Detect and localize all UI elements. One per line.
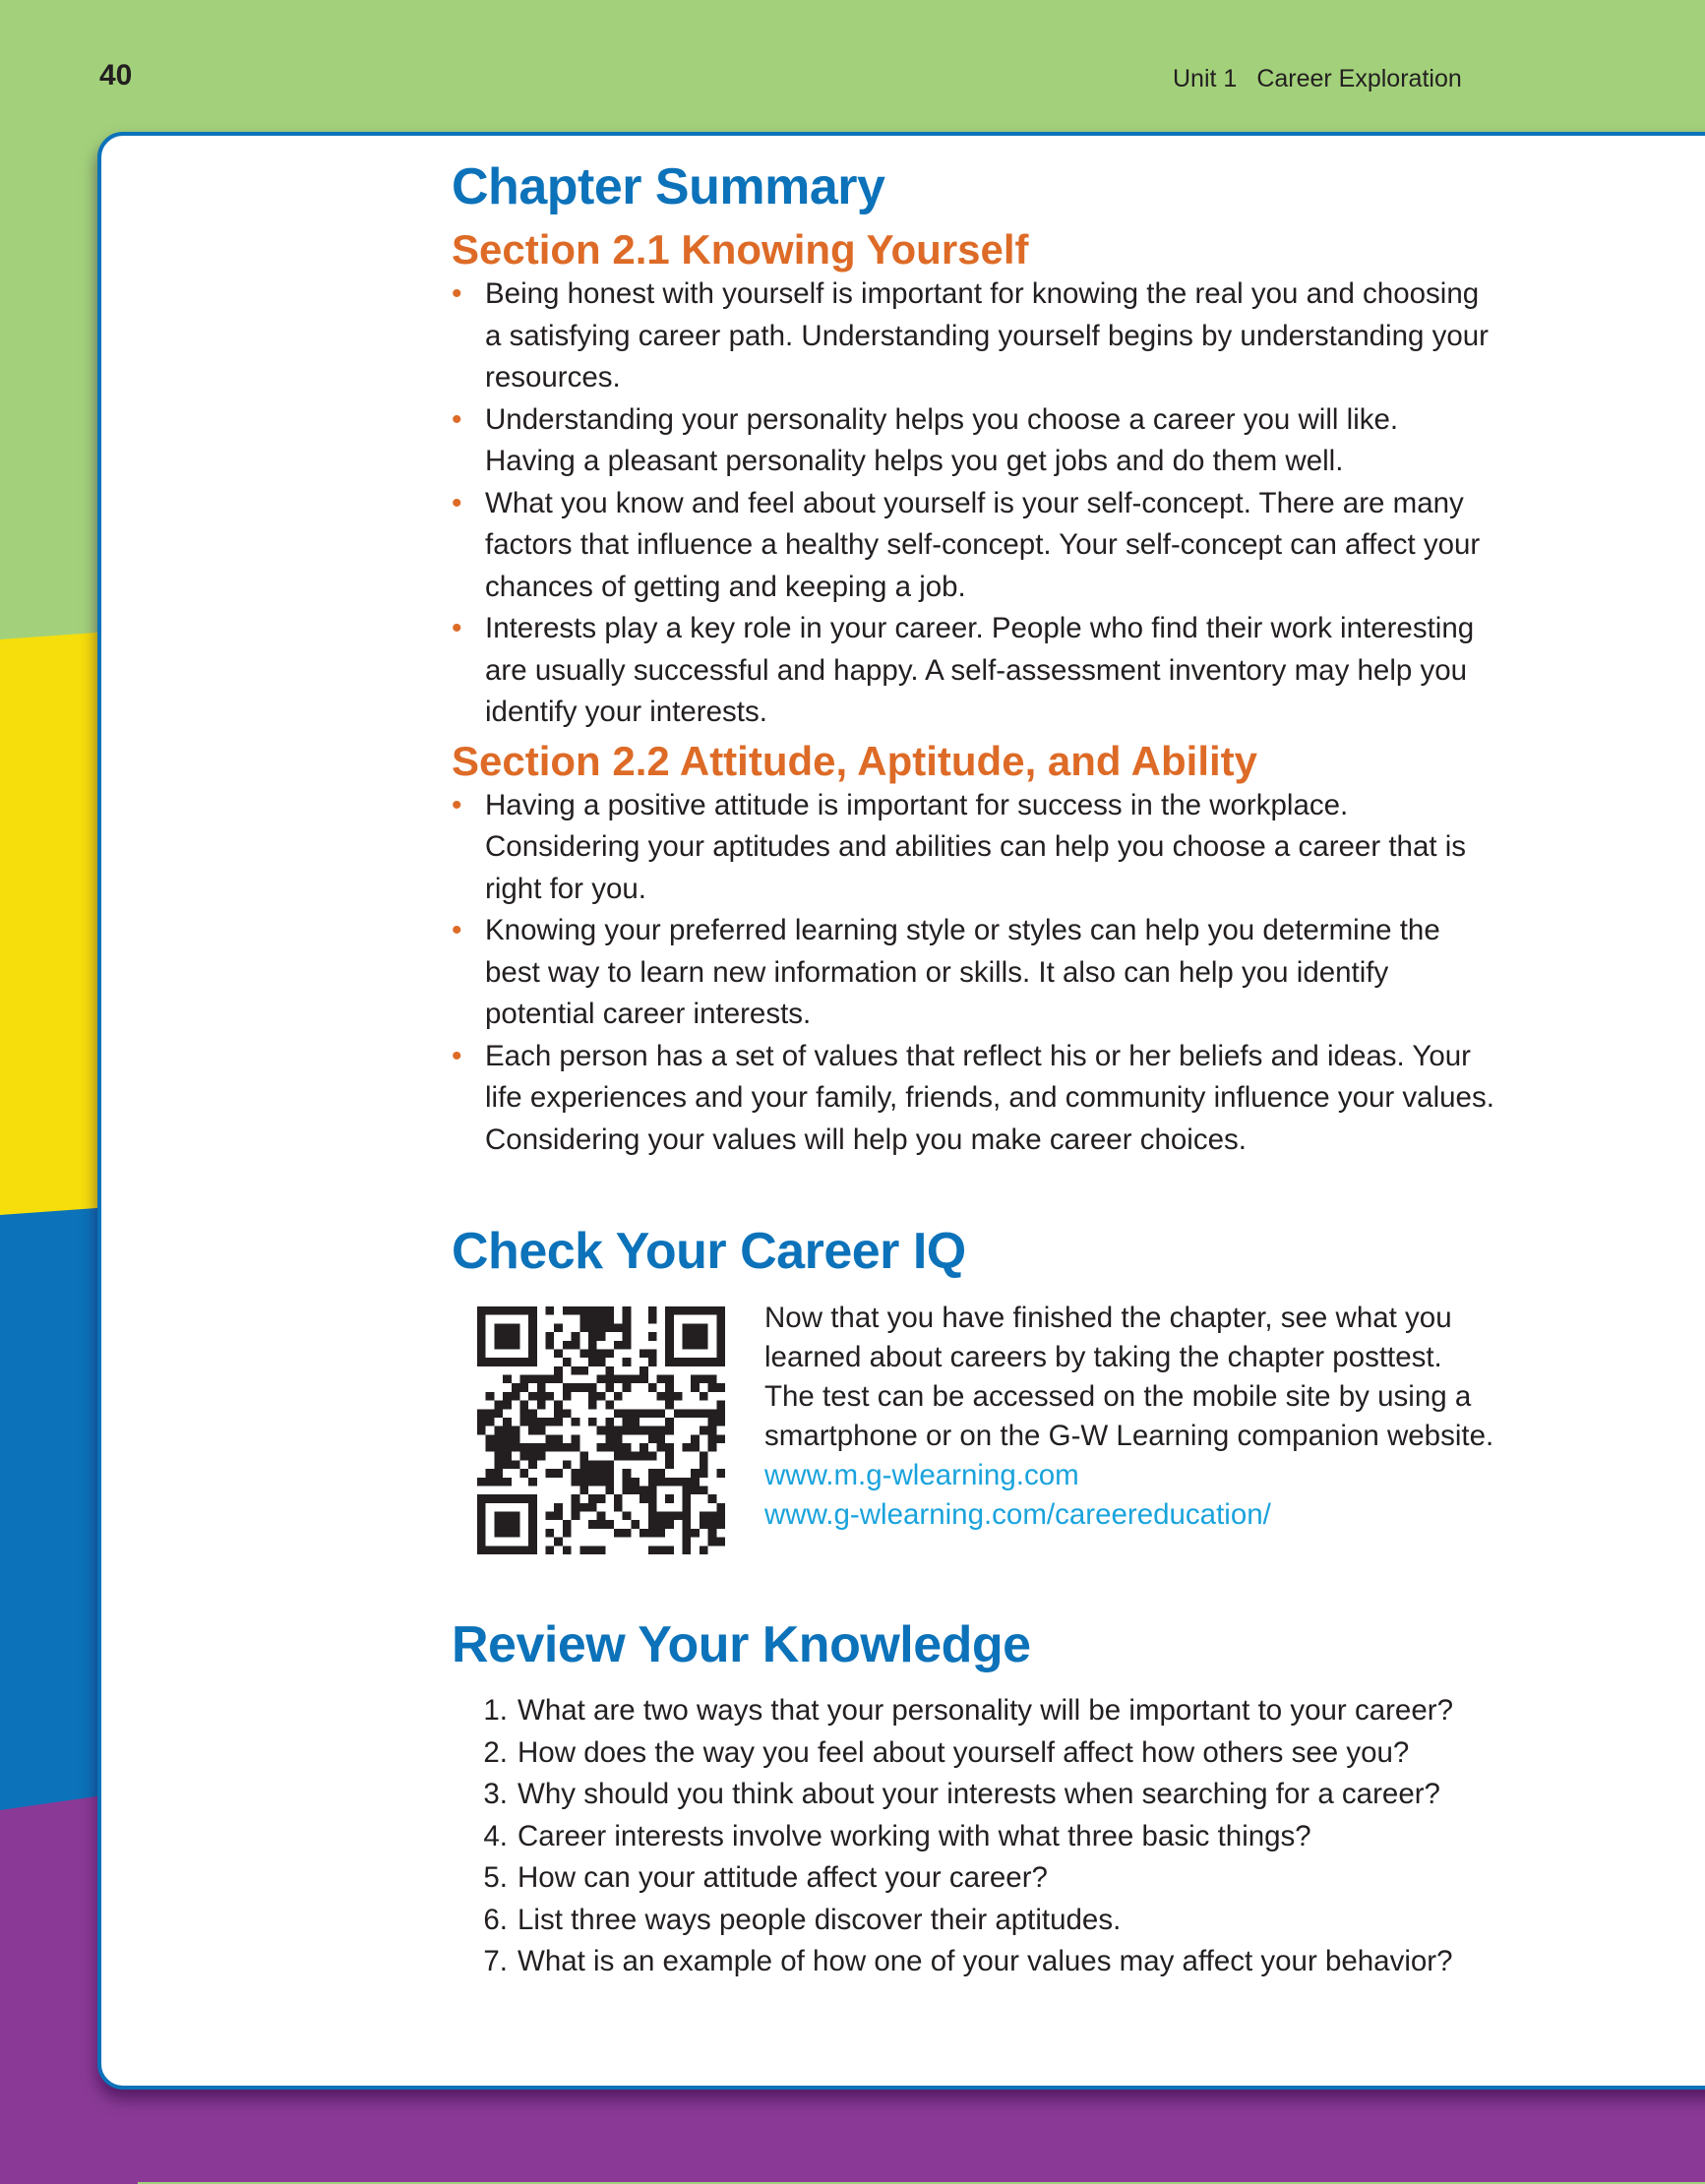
- career-iq-title: Check Your Career IQ: [452, 1223, 966, 1280]
- question-number: 6.: [483, 1903, 508, 1936]
- running-head: [1173, 65, 1462, 93]
- question-number: 3.: [483, 1778, 508, 1810]
- question-item: [452, 1732, 1494, 1775]
- chapter-summary-title: Chapter Summary: [452, 158, 885, 215]
- question-number: 5.: [483, 1861, 508, 1894]
- section-2-2-list: [452, 785, 1494, 1162]
- list-item: • Knowing your preferred learning style or styles can help you determine the best way to learn new information or skills. It also can help you identify potential career interests.: [452, 910, 1494, 1036]
- question-text: Career interests involve working with what three basic things?: [518, 1819, 1311, 1852]
- list-item: • Each person has a set of values that reflect his or her beliefs and ideas. Your life experiences and your family, friends, and community influence your values. Considering your values will help you make career choices.: [452, 1036, 1494, 1162]
- list-item: • Being honest with yourself is important for knowing the real you and choosing a satisfying career path. Understanding yourself begins by understanding your resources.: [452, 273, 1494, 399]
- question-number: 1.: [483, 1694, 508, 1727]
- career-iq-row: [452, 1299, 1494, 1554]
- question-text: What is an example of how one of your values may affect your behavior?: [518, 1945, 1453, 1977]
- question-number: 4.: [483, 1819, 508, 1852]
- list-item: • Having a positive attitude is important for success in the workplace. Considering your aptitudes and abilities can help you choose a career that is right for you.: [452, 785, 1494, 911]
- question-item: [452, 1690, 1494, 1732]
- qr-code-icon[interactable]: [477, 1306, 725, 1554]
- question-item: [452, 1857, 1494, 1900]
- review-questions-list: [452, 1690, 1494, 1983]
- question-text: List three ways people discover their aptitudes.: [518, 1903, 1122, 1936]
- section-2-1-title: Section 2.1 Knowing Yourself: [452, 226, 1029, 273]
- question-text: How does the way you feel about yourself affect how others see you?: [518, 1735, 1410, 1769]
- page-number: 40: [99, 59, 133, 91]
- question-item: [452, 1941, 1494, 1983]
- career-iq-text-block: [764, 1299, 1494, 1554]
- section-2-1-list: [452, 273, 1494, 734]
- question-item: [452, 1816, 1494, 1858]
- main-content: [452, 157, 1494, 1983]
- section-2-2-title: Section 2.2 Attitude, Aptitude, and Ability: [452, 737, 1258, 784]
- question-number: 7.: [483, 1945, 508, 1977]
- question-text: What are two ways that your personality will be important to your career?: [518, 1694, 1453, 1727]
- unit-label: Unit 1: [1173, 65, 1238, 92]
- list-item: • What you know and feel about yourself is your self-concept. There are many factors that influence a healthy self-concept. Your self-concept can affect your chances of getting and keeping a job.: [452, 483, 1494, 609]
- question-text: Why should you think about your interests when searching for a career?: [518, 1778, 1440, 1810]
- review-knowledge-title: Review Your Knowledge: [452, 1616, 1031, 1673]
- companion-website-link[interactable]: www.g-wlearning.com/careereducation/: [764, 1498, 1271, 1531]
- list-item: • Interests play a key role in your career. People who find their work interesting are usually successful and happy. A self-assessment inventory may help you identify your interests.: [452, 608, 1494, 734]
- question-item: [452, 1900, 1494, 1942]
- mobile-site-link[interactable]: www.m.g-wlearning.com: [764, 1459, 1079, 1491]
- career-iq-description: Now that you have finished the chapter, see what you learned about careers by taking the chapter posttest. The test can be accessed on the mobile site by using a smartphone or on the G-W Learning companion website.: [764, 1302, 1494, 1452]
- question-text: How can your attitude affect your career?: [518, 1861, 1048, 1894]
- unit-title: Career Exploration: [1256, 65, 1462, 92]
- list-item: • Understanding your personality helps you choose a career you will like. Having a pleasant personality helps you get jobs and do them well.: [452, 399, 1494, 483]
- question-item: [452, 1774, 1494, 1816]
- question-number: 2.: [483, 1735, 508, 1769]
